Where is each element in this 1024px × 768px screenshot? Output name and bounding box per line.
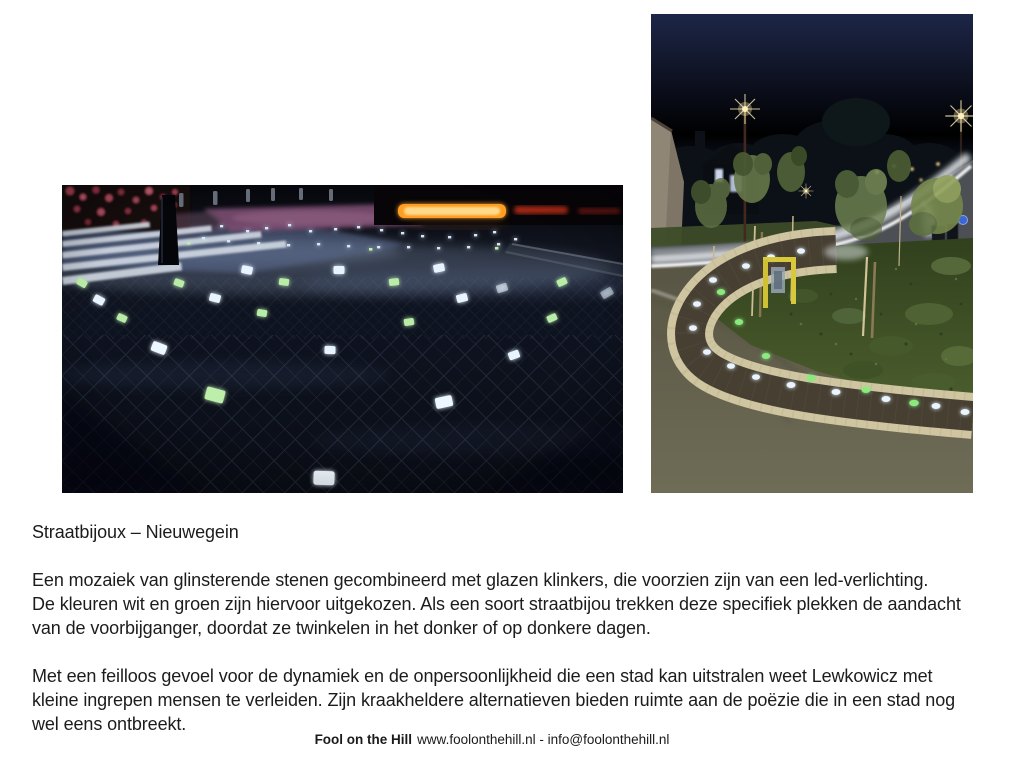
paragraph-2-line-1: Met een feilloos gevoel voor de dynamiek en de onpersoonlijkheid die een stad kan uitstralen weet Lewkowicz met: [32, 666, 933, 686]
paragraph-1-line-2: De kleuren wit en groen zijn hiervoor uitgekozen. Als een soort straatbijou trekken deze specifiek plekken de aandacht: [32, 594, 961, 614]
paragraph-1: [32, 568, 961, 640]
paragraph-1-line-1: Een mozaiek van glinsterende stenen gecombineerd met glazen klinkers, die voorzien zijn van een led-verlichting.: [32, 570, 929, 590]
paragraph-2: [32, 664, 961, 736]
footer-contact: www.foolonthehill.nl - info@foolonthehill.nl: [417, 732, 670, 747]
slide-text: [32, 520, 961, 736]
trail-glare: [824, 244, 868, 260]
paragraph-1-line-3: van de voorbijganger, doordat ze twinkelen in het donker of op donkere dagen.: [32, 618, 651, 638]
vignette: [62, 185, 623, 493]
paragraph-2-line-3: wel eens ontbreekt.: [32, 714, 187, 734]
slide-title: Straatbijoux – Nieuwegein: [32, 522, 239, 542]
photo-roundabout-dusk: [651, 14, 973, 493]
footer-brand: Fool on the Hill: [314, 732, 413, 747]
slide-footer: [0, 732, 984, 747]
paragraph-2-line-2: kleine ingrepen mensen te verleiden. Zijn kraakheldere alternatieven bieden ruimte aan de poëzie die in een stad nog: [32, 690, 956, 710]
chimney: [695, 131, 705, 161]
photo-led-pavement-night: [62, 185, 623, 493]
